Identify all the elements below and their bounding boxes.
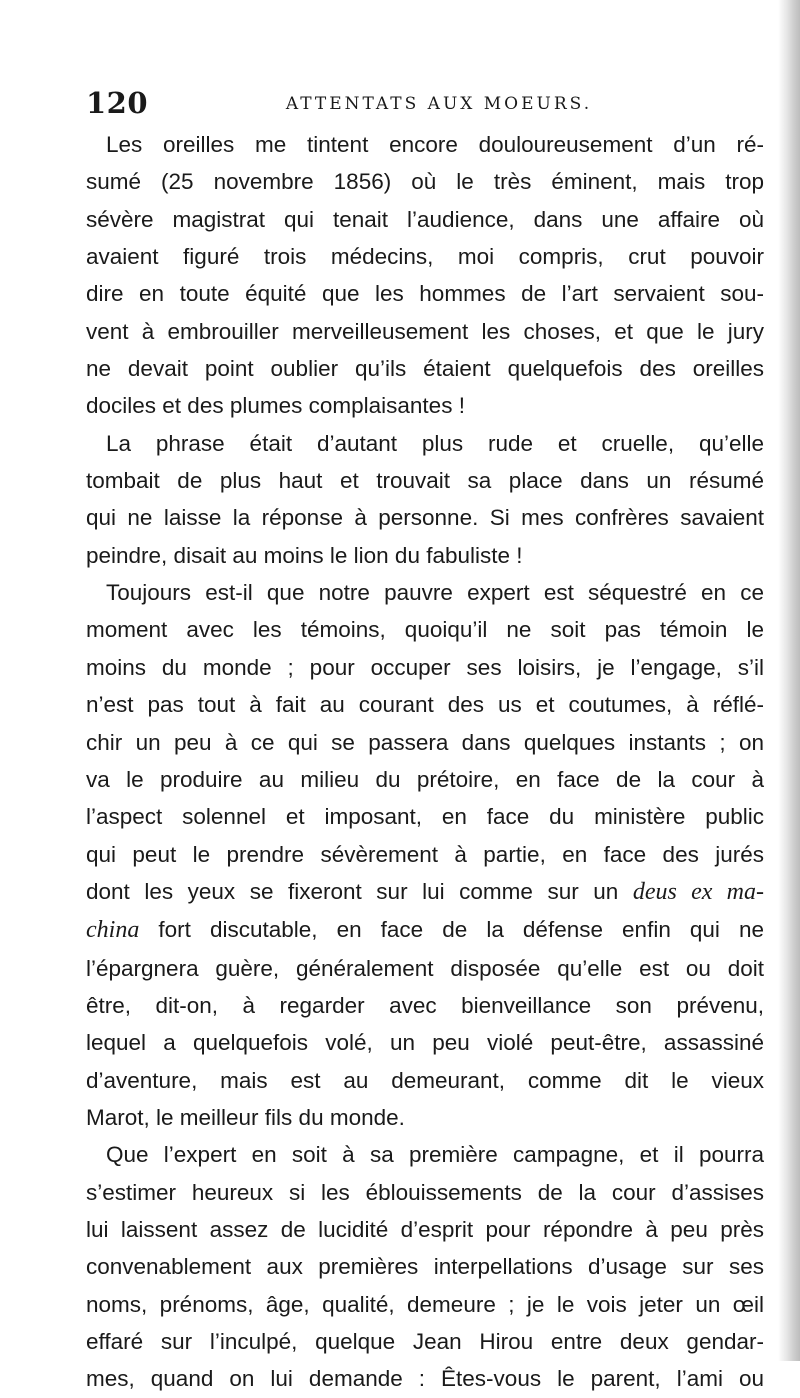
text-line: qui peut le prendre sévèrement à partie, en face des jurés <box>86 841 764 867</box>
text-line: n’est pas tout à fait au courant des us et coutumes, à réflé- <box>86 692 764 718</box>
text-line: lequel a quelquefois volé, un peu violé peut-être, assassiné <box>86 1030 764 1056</box>
body-text <box>86 126 764 1398</box>
text-line: sévère magistrat qui tenait l’audience, dans une affaire où <box>86 206 764 232</box>
text-line: chir un peu à ce qui se passera dans quelques instants ; on <box>86 729 764 755</box>
text-line: l’aspect solennel et imposant, en face du ministère public <box>86 804 764 830</box>
text-line: La phrase était d’autant plus rude et cruelle, qu’elle <box>106 430 764 456</box>
text-line: moment avec les témoins, quoiqu’il ne soit pas témoin le <box>86 617 764 643</box>
text-line <box>86 873 764 911</box>
text-segment: dont les yeux se fixeront sur lui comme sur un <box>86 878 633 904</box>
text-line: mes, quand on lui demande : Êtes-vous le parent, l’ami ou <box>86 1366 764 1392</box>
text-line: Toujours est-il que notre pauvre expert est séquestré en ce <box>106 580 764 606</box>
text-line: noms, prénoms, âge, qualité, demeure ; je le vois jeter un œil <box>86 1291 764 1317</box>
italic-phrase: china <box>86 917 140 944</box>
text-line: vent à embrouiller merveilleusement les choses, et que le jury <box>86 318 764 344</box>
text-line: sumé (25 novembre 1856) où le très éminent, mais trop <box>86 169 764 195</box>
page-number: 120 <box>86 86 149 120</box>
text-line: qui ne laisse la réponse à personne. Si mes confrères savaient <box>86 505 764 531</box>
text-line: Marot, le meilleur fils du monde. <box>86 1104 405 1130</box>
text-line: Que l’expert en soit à sa première campagne, et il pourra <box>106 1142 764 1168</box>
running-title: ATTENTATS AUX MOEURS. <box>285 94 593 114</box>
page-header <box>86 86 762 126</box>
text-line: Les oreilles me tintent encore douloureusement d’un ré- <box>106 132 764 157</box>
text-line: tombait de plus haut et trouvait sa place dans un résumé <box>86 468 764 494</box>
text-line: dociles et des plumes complaisantes ! <box>86 393 465 419</box>
text-line: avaient figuré trois médecins, moi compris, crut pouvoir <box>86 244 764 270</box>
text-line: convenablement aux premières interpellations d’usage sur ses <box>86 1254 764 1280</box>
text-line <box>86 911 764 949</box>
italic-phrase: deus ex ma- <box>632 878 765 905</box>
text-line: ne devait point oublier qu’ils étaient quelquefois des oreilles <box>86 356 764 382</box>
text-line: moins du monde ; pour occuper ses loisirs, je l’engage, s’il <box>86 654 764 680</box>
text-line: effaré sur l’inculpé, quelque Jean Hirou entre deux gendar- <box>86 1329 764 1354</box>
text-line: va le produire au milieu du prétoire, en face de la cour à <box>86 766 764 792</box>
text-line: dire en toute équité que les hommes de l’art servaient sou- <box>86 281 764 307</box>
page-edge-shadow <box>778 0 800 1361</box>
text-line: être, dit-on, à regarder avec bienveillance son prévenu, <box>86 992 764 1018</box>
text-segment: fort discutable, en face de la défense enfin qui ne <box>139 917 764 943</box>
text-line: d’aventure, mais est au demeurant, comme dit le vieux <box>86 1067 764 1093</box>
text-line: peindre, disait au moins le lion du fabuliste ! <box>86 542 523 568</box>
text-line: s’estimer heureux si les éblouissements de la cour d’assises <box>86 1179 764 1205</box>
text-line: lui laissent assez de lucidité d’esprit pour répondre à peu près <box>86 1216 764 1242</box>
text-line: l’épargnera guère, généralement disposée qu’elle est ou doit <box>86 955 764 981</box>
